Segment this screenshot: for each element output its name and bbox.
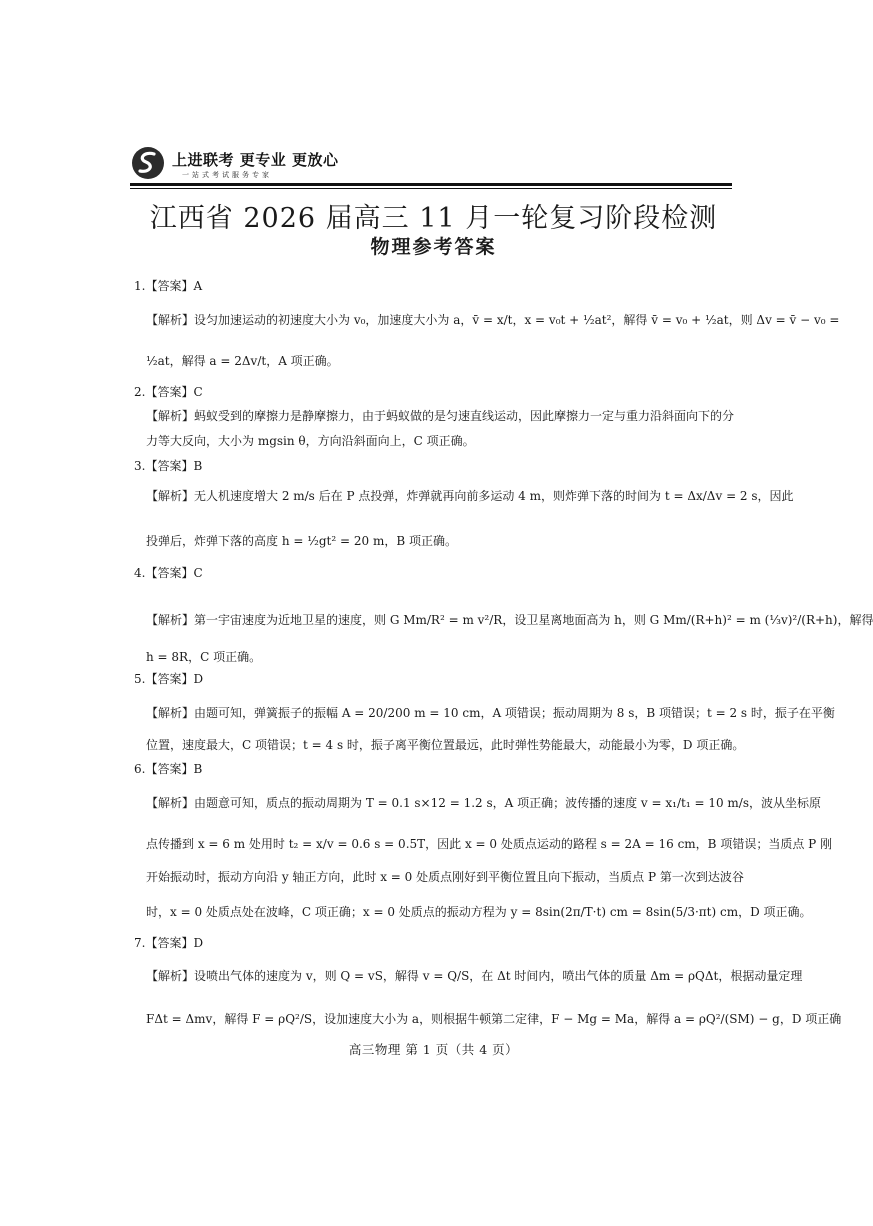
answer-label: 6.【答案】B	[134, 762, 203, 776]
explanation-line: 开始振动时，振动方向沿 y 轴正方向，此时 x = 0 处质点刚好到平衡位置且向下振动，当质点 P 第一次到达波谷	[146, 870, 744, 884]
page-subtitle: 物理参考答案	[370, 236, 497, 258]
page-footer: 高三物理 第 1 页（共 4 页）	[348, 1042, 519, 1057]
explanation-line: 【解析】由题可知，弹簧振子的振幅 A = 20/200 m = 10 cm，A 项错误；振动周期为 8 s，B 项错误；t = 2 s 时，振子在平衡	[146, 706, 835, 720]
answer-label: 2.【答案】C	[134, 385, 203, 399]
explanation-line: 投弹后，炸弹下落的高度 h = ½gt² = 20 m，B 项正确。	[146, 534, 457, 548]
explanation-line: 力等大反向，大小为 mgsin θ，方向沿斜面向上，C 项正确。	[146, 434, 475, 448]
header-rule-thin	[130, 188, 732, 189]
answer-label: 1.【答案】A	[134, 279, 203, 293]
answer-label: 4.【答案】C	[134, 566, 203, 580]
explanation-line: 【解析】无人机速度增大 2 m/s 后在 P 点投弹，炸弹就再向前多运动 4 m，则炸弹下落的时间为 t = Δx/Δv = 2 s，因此	[146, 489, 794, 503]
page-title: 江西省 2026 届高三 11 月一轮复习阶段检测	[149, 203, 718, 234]
explanation-line: 【解析】第一宇宙速度为近地卫星的速度，则 G Mm/R² = m v²/R，设卫星离地面高为 h，则 G Mm/(R+h)² = m (⅓v)²/(R+h)，解得	[146, 613, 873, 627]
explanation-line: 【解析】设匀加速运动的初速度大小为 v₀，加速度大小为 a，v̄ = x/t，x = v₀t + ½at²，解得 v̄ = v₀ + ½at，则 Δv = v̄ − v₀ =	[146, 313, 840, 327]
explanation-line: FΔt = Δmv，解得 F = ρQ²/S，设加速度大小为 a，则根据牛顿第二定律，F − Mg = Ma，解得 a = ρQ²/(SM) − g，D 项正确	[146, 1012, 842, 1026]
explanation-line: 【解析】设喷出气体的速度为 v，则 Q = vS，解得 v = Q/S，在 Δt 时间内，喷出气体的质量 Δm = ρQΔt，根据动量定理	[146, 969, 803, 983]
explanation-line: 点传播到 x = 6 m 处用时 t₂ = x/v = 0.6 s = 0.5T，因此 x = 0 处质点运动的路程 s = 2A = 16 cm，B 项错误；当质点 P 刚	[146, 837, 833, 851]
sub-slogan: 一站式考试服务专家	[182, 171, 272, 179]
header-logo	[130, 145, 430, 185]
explanation-line: h = 8R，C 项正确。	[146, 650, 262, 664]
answer-label: 5.【答案】D	[134, 672, 204, 686]
explanation-line: 【解析】蚂蚁受到的摩擦力是静摩擦力，由于蚂蚁做的是匀速直线运动，因此摩擦力一定与重力沿斜面向下的分	[146, 409, 735, 423]
answer-label: 7.【答案】D	[134, 936, 204, 950]
explanation-line: 【解析】由题意可知，质点的振动周期为 T = 0.1 s×12 = 1.2 s，A 项正确；波传播的速度 v = x₁/t₁ = 10 m/s，波从坐标原	[146, 796, 821, 810]
explanation-line: 位置，速度最大，C 项错误；t = 4 s 时，振子离平衡位置最远，此时弹性势能最大，动能最小为零，D 项正确。	[146, 738, 745, 752]
explanation-line: 时，x = 0 处质点处在波峰，C 项正确；x = 0 处质点的振动方程为 y = 8sin(2π/T·t) cm = 8sin(5/3·πt) cm，D 项正确。	[146, 905, 812, 919]
answer-label: 3.【答案】B	[134, 459, 203, 473]
s-swirl-logo-icon	[130, 145, 166, 181]
explanation-line: ½at，解得 a = 2Δv/t，A 项正确。	[146, 354, 339, 368]
slogan: 上进联考 更专业 更放心	[172, 151, 339, 169]
header-rule	[130, 183, 732, 186]
